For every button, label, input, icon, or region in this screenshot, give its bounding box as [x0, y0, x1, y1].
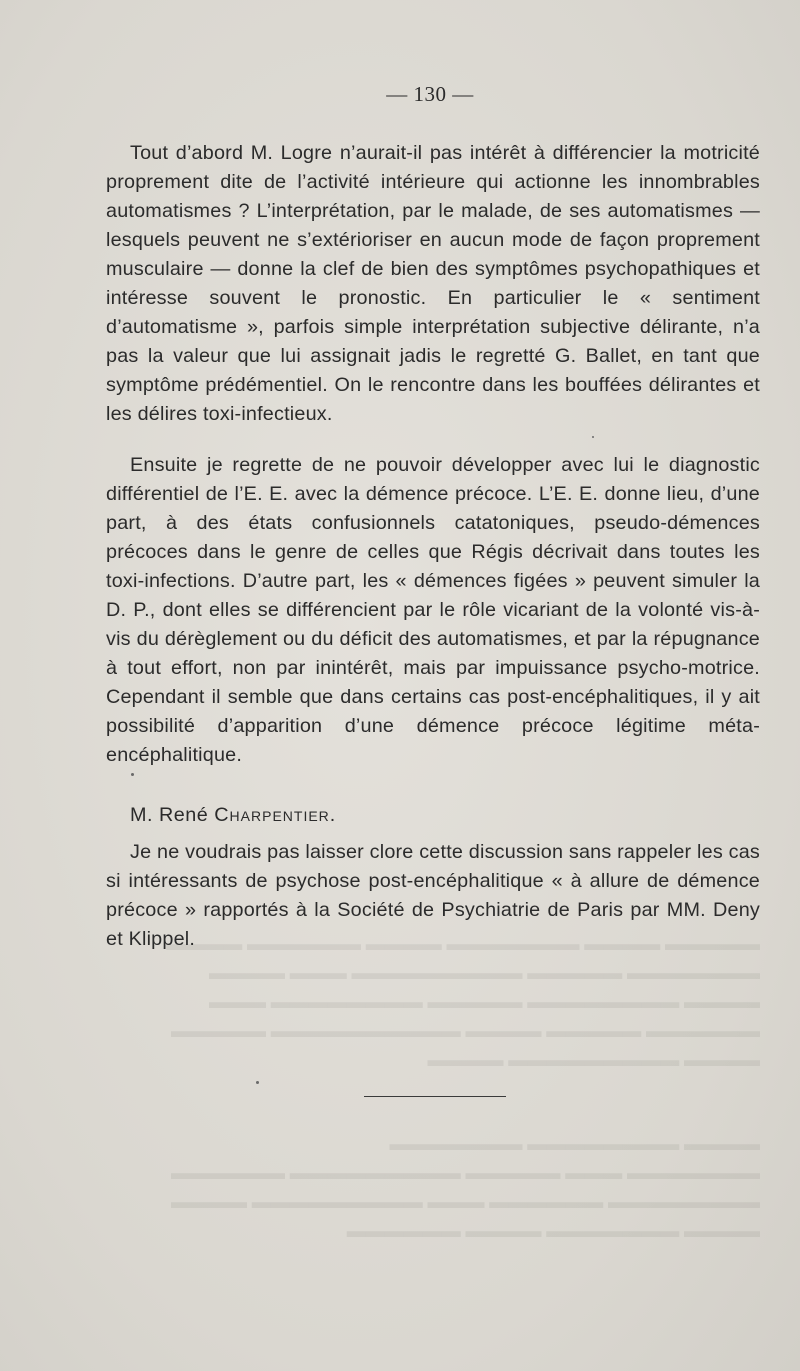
paragraph-2 — [106, 451, 760, 770]
paragraph-2-text: Ensuite je regrette de ne pouvoir développer avec lui le diagnostic différentiel de l’E. E. avec la démence précoce. L’E. E. donne lieu, d’une part, à des états confusionnels catatoniques, pseudo-démences précoces dans le genre de celles que Régis décrivait dans toutes les toxi-infections. D’autre part, les « démences figées » peuvent simuler la D. P., dont elles se différencient par le rôle vicariant de la volonté vis-à-vis du dérèglement ou du déficit des automatismes, et par la répugnance à tout effort, non par inintérêt, mais par impuissance psycho-motrice. Cependant il semble que dans certains cas post-encéphalitiques, il y ait possibilité d’apparition d’une démence précoce légitime méta-encéphalitique. — [106, 454, 760, 766]
paragraph-3 — [106, 838, 760, 954]
ink-speck — [131, 773, 134, 776]
speaker-heading — [130, 804, 336, 827]
paragraph-3-text: Je ne voudrais pas laisser clore cette discussion sans rappeler les cas si intéressants de psychose post-encéphalitique « à allure de démence précoce » rapportés à la Société de Psychiatrie de Paris par MM. Deny et Klippel. — [106, 841, 760, 950]
speaker-prefix: M. René — [130, 804, 209, 826]
ink-speck — [592, 436, 594, 438]
page-number: — 130 — — [386, 82, 474, 106]
section-divider — [364, 1096, 506, 1097]
speaker-name: Charpentier. — [214, 804, 337, 826]
paragraph-1-text: Tout d’abord M. Logre n’aurait-il pas intérêt à différencier la motricité proprement dite de l’activité intérieure qui actionne les innombrables automatismes ? L’interprétation, par le malade, de ses automatismes — lesquels peuvent ne s’extérioriser en aucun mode de façon proprement musculaire — donne la clef de bien des symptômes psychopathiques et intéresse souvent le pronostic. En particulier le « sentiment d’automatisme », parfois simple interprétation subjective délirante, n’a pas la valeur que lui assignait jadis le regretté G. Ballet, en tant que symptôme prédémentiel. On le rencontre dans les bouffées délirantes et les délires toxi-infectieux. — [106, 142, 760, 425]
bleed-through-text-lower: ▬▬▬▬ ▬▬▬▬▬▬▬▬ ▬▬▬▬▬▬▬ ▬▬▬▬▬▬▬ ▬▬▬ ▬▬▬▬▬ ▬▬▬▬▬▬▬▬▬ ▬▬▬▬▬▬ ▬▬▬▬▬▬▬▬ ▬▬▬▬▬▬ ▬▬▬ ▬▬▬▬▬▬▬▬▬ ▬▬▬▬ ▬▬▬▬ ▬▬▬▬▬▬▬ ▬▬▬▬ ▬▬▬▬▬▬ — [171, 1134, 760, 1242]
paragraph-1 — [106, 139, 760, 429]
bleed-through-text: ▬▬▬▬▬ ▬▬▬▬ ▬▬▬▬▬▬▬ ▬▬▬▬ ▬▬▬▬▬▬ ▬▬▬▬ ▬▬▬▬▬▬▬ ▬▬▬▬▬ ▬▬▬▬▬▬▬▬▬ ▬▬▬ ▬▬▬▬ ▬▬▬▬ ▬▬▬▬▬▬▬▬ ▬▬▬▬▬ ▬▬▬▬▬▬▬▬ ▬▬▬ ▬▬▬▬▬▬ ▬▬▬▬▬ ▬▬▬▬ ▬▬▬▬▬▬▬▬▬▬ ▬▬▬▬▬ ▬▬▬▬ ▬▬▬▬▬▬▬▬▬ ▬▬▬▬ — [166, 934, 760, 1071]
ink-speck — [256, 1081, 259, 1084]
